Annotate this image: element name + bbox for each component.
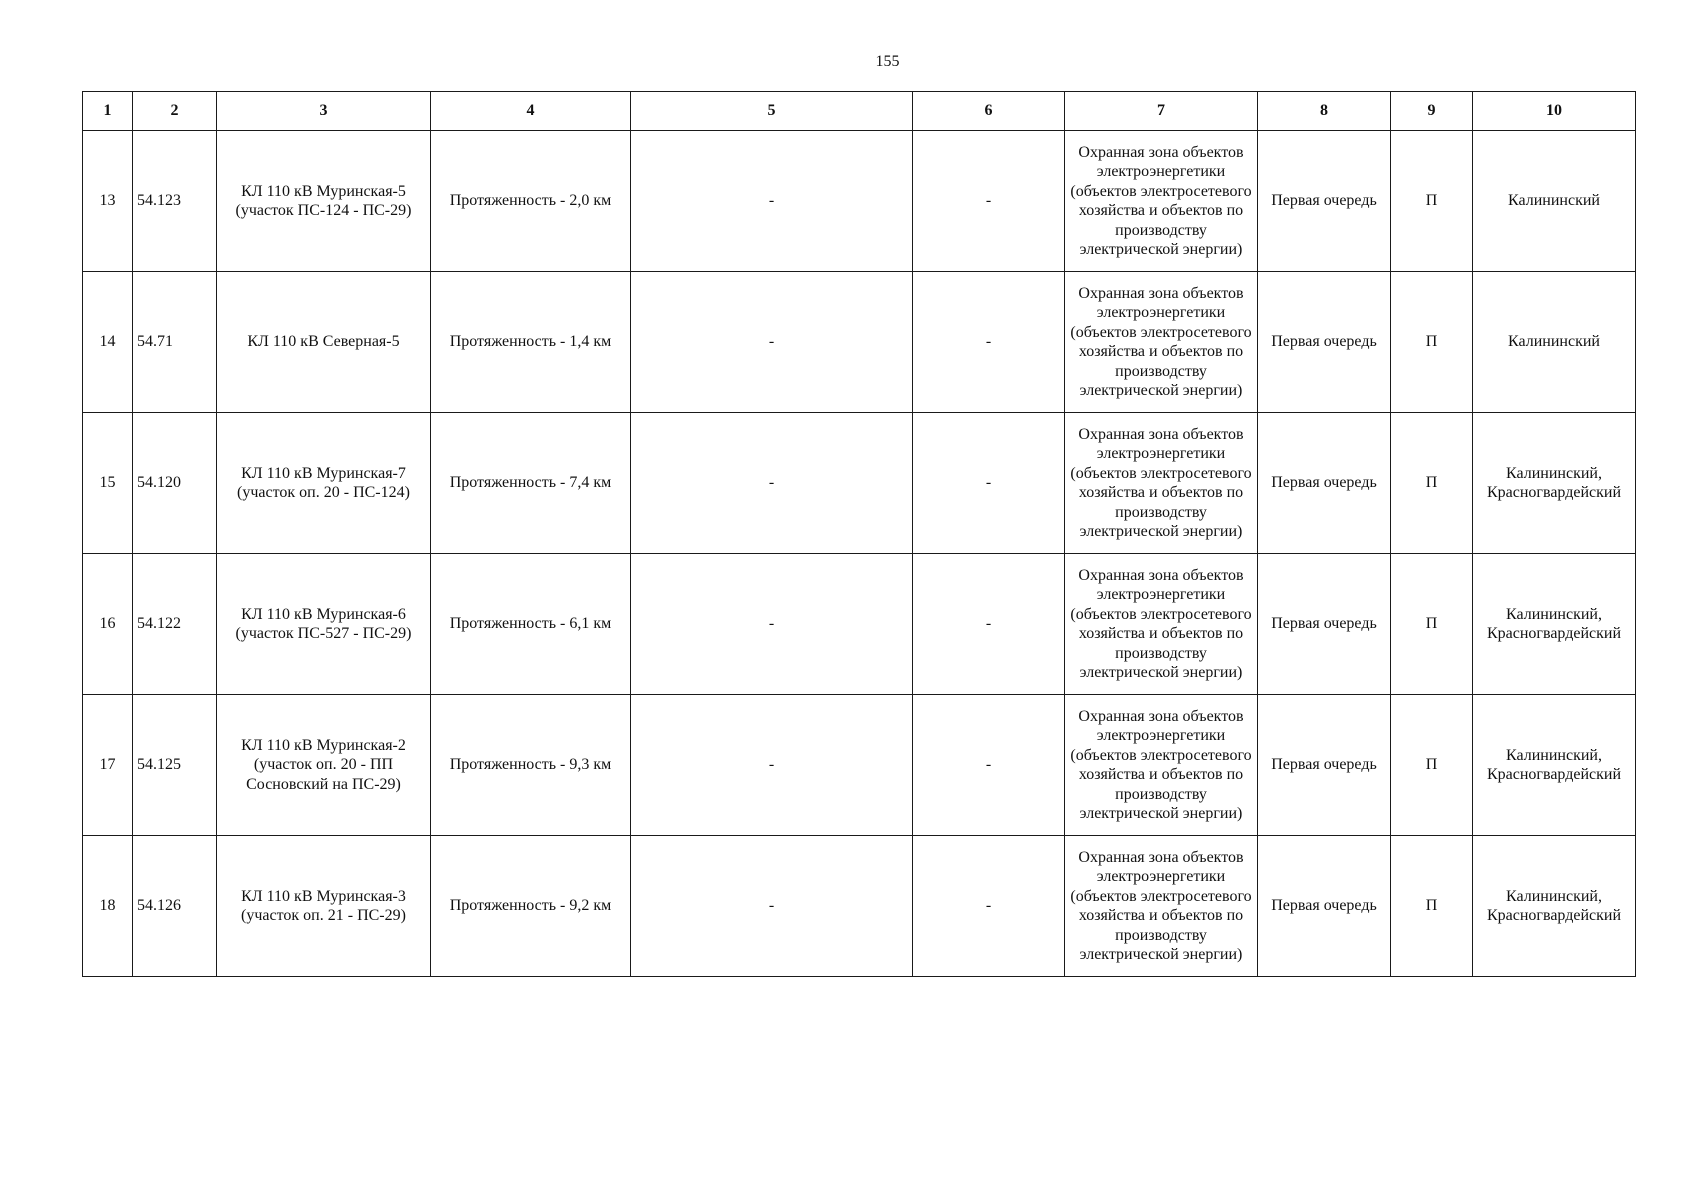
object-code: 54.122 <box>133 554 217 695</box>
object-code: 54.126 <box>133 836 217 977</box>
column-6-value: - <box>913 836 1065 977</box>
row-number: 14 <box>83 272 133 413</box>
column-5-value: - <box>631 554 913 695</box>
district: Калининский <box>1473 272 1636 413</box>
district: Калининский, Красногвардейский <box>1473 695 1636 836</box>
column-5-value: - <box>631 695 913 836</box>
object-length: Протяженность - 2,0 км <box>431 131 631 272</box>
object-code: 54.125 <box>133 695 217 836</box>
header-cell: 7 <box>1065 92 1258 131</box>
object-code: 54.71 <box>133 272 217 413</box>
object-type: П <box>1391 695 1473 836</box>
object-name: КЛ 110 кВ Муринская-7 (участок оп. 20 - ПС-124) <box>217 413 431 554</box>
district: Калининский <box>1473 131 1636 272</box>
district: Калининский, Красногвардейский <box>1473 836 1636 977</box>
object-code: 54.123 <box>133 131 217 272</box>
header-cell: 8 <box>1258 92 1391 131</box>
protection-zone: Охранная зона объектов электроэнергетики (объектов электросетевого хозяйства и объектов по производству электрической энергии) <box>1065 272 1258 413</box>
table-row <box>83 272 1636 413</box>
table-row <box>83 695 1636 836</box>
object-name: КЛ 110 кВ Муринская-2 (участок оп. 20 - ПП Сосновский на ПС-29) <box>217 695 431 836</box>
row-number: 18 <box>83 836 133 977</box>
protection-zone: Охранная зона объектов электроэнергетики (объектов электросетевого хозяйства и объектов по производству электрической энергии) <box>1065 554 1258 695</box>
object-type: П <box>1391 131 1473 272</box>
object-type: П <box>1391 836 1473 977</box>
header-row <box>83 92 1636 131</box>
queue: Первая очередь <box>1258 695 1391 836</box>
row-number: 13 <box>83 131 133 272</box>
object-name: КЛ 110 кВ Муринская-5 (участок ПС-124 - ПС-29) <box>217 131 431 272</box>
header-cell: 10 <box>1473 92 1636 131</box>
object-length: Протяженность - 9,3 км <box>431 695 631 836</box>
queue: Первая очередь <box>1258 836 1391 977</box>
column-5-value: - <box>631 413 913 554</box>
object-type: П <box>1391 272 1473 413</box>
object-name: КЛ 110 кВ Муринская-3 (участок оп. 21 - ПС-29) <box>217 836 431 977</box>
object-type: П <box>1391 554 1473 695</box>
table-row <box>83 554 1636 695</box>
column-5-value: - <box>631 131 913 272</box>
object-code: 54.120 <box>133 413 217 554</box>
column-6-value: - <box>913 695 1065 836</box>
header-cell: 1 <box>83 92 133 131</box>
header-cell: 2 <box>133 92 217 131</box>
table-row <box>83 836 1636 977</box>
table-row <box>83 413 1636 554</box>
column-6-value: - <box>913 413 1065 554</box>
queue: Первая очередь <box>1258 554 1391 695</box>
object-name: КЛ 110 кВ Муринская-6 (участок ПС-527 - ПС-29) <box>217 554 431 695</box>
column-5-value: - <box>631 836 913 977</box>
column-6-value: - <box>913 131 1065 272</box>
queue: Первая очередь <box>1258 272 1391 413</box>
protection-zone: Охранная зона объектов электроэнергетики (объектов электросетевого хозяйства и объектов по производству электрической энергии) <box>1065 695 1258 836</box>
queue: Первая очередь <box>1258 413 1391 554</box>
header-cell: 4 <box>431 92 631 131</box>
district: Калининский, Красногвардейский <box>1473 554 1636 695</box>
district: Калининский, Красногвардейский <box>1473 413 1636 554</box>
table-row <box>83 131 1636 272</box>
header-cell: 5 <box>631 92 913 131</box>
column-6-value: - <box>913 554 1065 695</box>
row-number: 15 <box>83 413 133 554</box>
header-cell: 9 <box>1391 92 1473 131</box>
page-number: 155 <box>875 53 900 70</box>
object-type: П <box>1391 413 1473 554</box>
header-cell: 3 <box>217 92 431 131</box>
protection-zone: Охранная зона объектов электроэнергетики (объектов электросетевого хозяйства и объектов по производству электрической энергии) <box>1065 131 1258 272</box>
object-length: Протяженность - 7,4 км <box>431 413 631 554</box>
protection-zone: Охранная зона объектов электроэнергетики (объектов электросетевого хозяйства и объектов по производству электрической энергии) <box>1065 836 1258 977</box>
column-5-value: - <box>631 272 913 413</box>
object-name: КЛ 110 кВ Северная-5 <box>217 272 431 413</box>
row-number: 16 <box>83 554 133 695</box>
object-length: Протяженность - 9,2 км <box>431 836 631 977</box>
protection-zone: Охранная зона объектов электроэнергетики (объектов электросетевого хозяйства и объектов по производству электрической энергии) <box>1065 413 1258 554</box>
column-6-value: - <box>913 272 1065 413</box>
queue: Первая очередь <box>1258 131 1391 272</box>
register-table <box>82 91 1636 977</box>
header-cell: 6 <box>913 92 1065 131</box>
object-length: Протяженность - 6,1 км <box>431 554 631 695</box>
row-number: 17 <box>83 695 133 836</box>
object-length: Протяженность - 1,4 км <box>431 272 631 413</box>
